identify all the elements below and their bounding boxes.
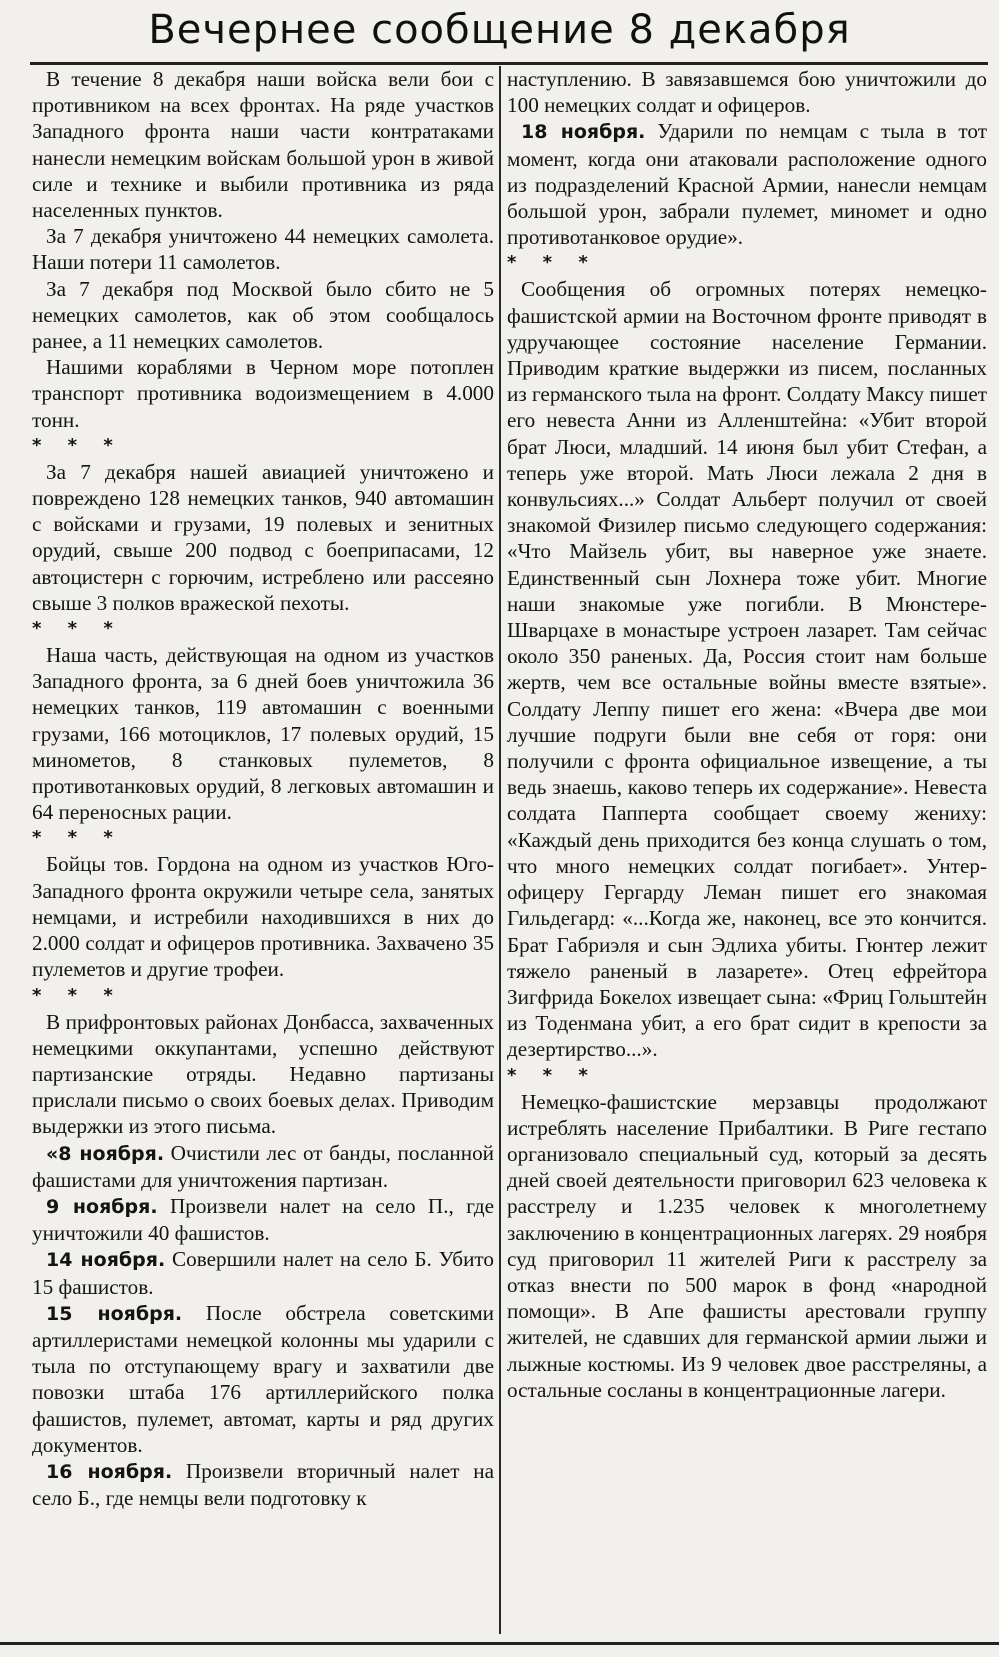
paragraph-western-front-unit: Наша часть, действующая на одном из участков Западного фронта, за 6 дней боев уничтожила 36 немецких танков, 119 автомашин с военными грузами, 166 мотоциклов, 17 полевых орудий, 15 минометов, 8 станковых пулеметов, 8 противотанковых орудий, 8 легковых автомашин и 64 переносных рации.: [32, 643, 494, 825]
diary-text: Очистили лес от банды, посланной фашистами для уничтожения партизан.: [32, 1140, 494, 1192]
section-separator: * * *: [507, 252, 598, 274]
diary-date: 15 ноября.: [46, 1302, 183, 1325]
diary-text: После обстрела советскими артиллеристами немецкой колонны мы ударили с тыла по отступающему врагу и захватили две повозки штаба 176 артиллерийского полка фашистов, пулемет, автомат, карты и ряд других документов.: [32, 1300, 494, 1457]
paragraph-black-sea: Нашими кораблями в Черном море потоплен транспорт противника водоизмещением в 4.000 тонн.: [32, 355, 494, 432]
paragraph-aviation: За 7 декабря нашей авиацией уничтожено и повреждено 128 немецких танков, 940 автомашин с войсками и грузами, 19 полевых и зенитных орудий, свыше 200 подвод с боеприпасами, 12 автоцистерн с горючим, истреблено или рассеяно свыше 3 полков вражеской пехоты.: [32, 459, 494, 615]
paragraph-baltics: Немецко-фашистские мерзавцы продолжают истреблять население Прибалтики. В Риге гестапо организовало специальный суд, который за десять дней своей деятельности приговорил 623 человека к расстрелу и 1.235 человек к многолетнему заключению в концентрационных лагерях. 29 ноября суд приговорил 11 жителей Риги к расстрелу за отказ внести по 500 марок в фонд «народной помощи». В Апе фашисты арестовали группу жителей, не сдавших для германской армии лыжи и лыжные костюмы. Из 9 человек двое расстреляны, а остальные сосланы в концентрационные лагери.: [507, 1089, 987, 1402]
diary-entry: [32, 1300, 494, 1458]
column-divider: [499, 66, 501, 1634]
section-separator: * * *: [32, 618, 123, 640]
paragraph-moscow-aircraft: За 7 декабря под Москвой было сбито не 5 немецких самолетов, как об этом сообщалось ранее, а 11 немецких самолетов.: [32, 276, 494, 354]
diary-text: Совершили налет на село Б. Убито 15 фашистов.: [32, 1247, 494, 1299]
headline: Вечернее сообщение 8 декабря: [148, 7, 851, 53]
paragraph-german-letters: Сообщения об огромных потерях немецко-фашистской армии на Восточном фронте приводят в удручающее состояние население Германии. Приводим краткие выдержки из писем, посланных из германского тыла на фронт. Солдату Максу пишет его невеста Анни из Алленштейна: «Убит второй брат Люси, младший. 14 июня был убит Стефан, а теперь уже второй. Мать Люси лежала 2 дня в конвульсиях...» Солдат Альберт получил от своей знакомой Физилер письмо следующего содержания: «Что Майзель убит, вы наверное уже знаете. Единственный сын Лохнера тоже убит. Многие наши знакомые уже погибли. В Мюнстере-Шварцахе в монастыре устроен лазарет. Там сейчас около 350 раненых. Да, Россия стоит нам больше жертв, чем все остальные войны вместе взятые». Солдату Леппу пишет его жена: «Вчера две мои лучшие подруги были вне себя от горя: они получили с фронта официальное извещение, а ты ведь знаешь, каково теперь их содержание». Невеста солдата Папперта сообщает своему жениху: «Каждый день приходится без конца слушать о том, что много немецких солдат погибает». Унтер-офицеру Гергарду Леман пишет его знакомая Гильдегард: «...Когда же, наконец, все это кончится. Брат Габриэля и сын Эдлиха убиты. Гюнтер лежит тяжело раненый в лазарете». Отец ефрейтора Зигфрида Бокелох извещает сына: «Фриц Гольштейн из Toденмана убит, а его брат сидит в крепости за дезертирство...».: [507, 277, 987, 1062]
diary-entry: [32, 1140, 494, 1193]
left-column: [32, 66, 494, 1511]
diary-entry: [507, 118, 987, 250]
diary-text: Произвели налет на село П., где уничтожили 40 фашистов.: [32, 1193, 495, 1246]
diary-date: 16 ноября.: [46, 1460, 173, 1483]
diary-date: 18 ноября.: [521, 121, 646, 144]
right-column: [507, 66, 987, 1403]
diary-entry: [32, 1458, 494, 1511]
diary-entry: [32, 1246, 494, 1299]
diary-entry: [32, 1193, 494, 1246]
diary-date: «8 ноября.: [46, 1142, 165, 1165]
section-separator: * * *: [32, 827, 123, 849]
diary-text: Ударили по немцам с тыла в тот момент, когда они атаковали расположение одного из подразделений Красной Армии, нанесли немцам большой урон, забрали пулемет, миномет и одно противотанковое орудие».: [507, 119, 987, 250]
section-separator: * * *: [507, 1064, 598, 1086]
diary-date: 14 ноября.: [46, 1249, 166, 1272]
section-separator: * * *: [32, 984, 123, 1006]
section-separator: * * *: [32, 434, 123, 456]
top-rule: [30, 62, 988, 65]
bottom-rule: [0, 1642, 999, 1645]
diary-text: Произвели вторичный налет на село Б., где немцы вели подготовку к: [32, 1458, 494, 1511]
paragraph-gordon: Бойцы тов. Гордона на одном из участков Юго-Западного фронта окружили четыре села, занятых немцами, и истребили находившихся в них до 2.000 солдат и офицеров противника. Захвачено 35 пулеметов и другие трофеи.: [32, 852, 494, 982]
paragraph-continuation: наступлению. В завязавшемся бою уничтожили до 100 немецких солдат и офицеров.: [507, 67, 987, 118]
paragraph-aircraft-destroyed: За 7 декабря уничтожено 44 немецких самолета. Наши потери 11 самолетов.: [32, 224, 494, 275]
paragraph-donbass: В прифронтовых районах Донбасса, захваченных немецкими оккупантами, успешно действуют партизанские отряды. Недавно партизаны прислали письмо о своих боевых делах. Приводим выдержки из этого письма.: [32, 1009, 494, 1139]
paragraph-fronts: В течение 8 декабря наши войска вели бои с противником на всех фронтах. На ряде участков Западного фронта наши части контратаками нанесли немецким войскам большой урон в живой силе и технике и выбили противника из ряда населенных пунктов.: [32, 67, 494, 223]
diary-date: 9 ноября.: [46, 1195, 158, 1218]
